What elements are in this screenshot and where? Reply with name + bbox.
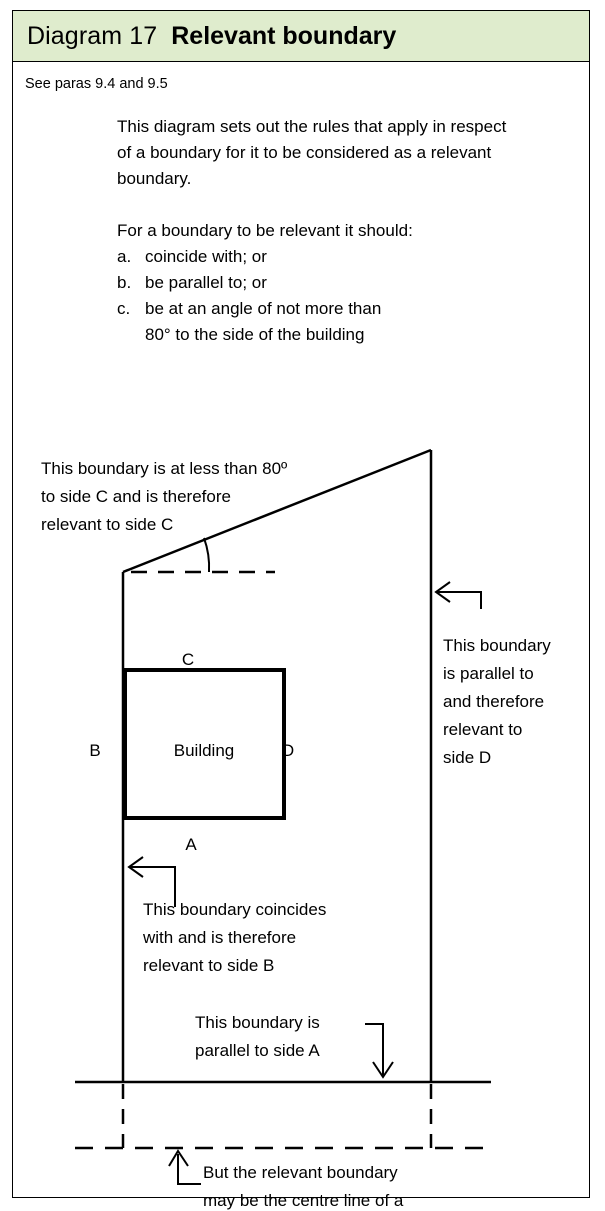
diagram-drawing <box>13 62 589 1210</box>
list-marker: b. <box>117 273 132 292</box>
diagram-body <box>12 62 590 1210</box>
annotation-side-c-line1: This boundary is at less than 80º <box>41 459 288 478</box>
annotation-centre-line-2: may be the centre line of a <box>203 1191 404 1210</box>
annotation-side-d-line3: and therefore <box>443 692 545 711</box>
annotation-side-c-line2: to side C and is therefore <box>41 487 231 506</box>
intro-paragraph-1: This diagram sets out the rules that apply in respect of a boundary for it to be considered as a relevant boundary. <box>117 117 507 188</box>
list-text: coincide with; or <box>145 247 267 266</box>
annotation-side-d-line2: is parallel to <box>443 664 534 683</box>
paragraph-reference: See paras 9.4 and 9.5 <box>25 76 168 92</box>
annotation-side-a-line1: This boundary is <box>195 1013 320 1032</box>
annotation-centre-line-1: But the relevant boundary <box>203 1163 398 1182</box>
list-text: be at an angle of not more than <box>145 299 382 318</box>
intro-paragraph-2: For a boundary to be relevant it should: <box>117 221 413 240</box>
bottom-annotation-leader <box>365 1024 383 1075</box>
side-d-label: D <box>281 741 295 760</box>
annotation-side-b-line2: with and is therefore <box>143 928 297 947</box>
annotation-side-b-line1: This boundary coincides <box>143 900 327 919</box>
list-text: be parallel to; or <box>145 273 267 292</box>
annotation-side-d-line5: side D <box>443 748 492 767</box>
annotation-side-a-line2: parallel to side A <box>195 1041 320 1060</box>
annotation-side-c-line3: relevant to side C <box>41 515 174 534</box>
list-marker: a. <box>117 247 132 266</box>
annotation-side-b-line3: relevant to side B <box>143 956 275 975</box>
list-marker: c. <box>117 299 131 318</box>
list-text-continued: 80° to the side of the building <box>145 325 365 344</box>
centre-line-annotation-leader <box>178 1154 201 1184</box>
angle-arc <box>204 538 209 572</box>
side-b-label: B <box>89 741 101 760</box>
diagram-figure <box>12 10 590 1210</box>
side-a-label: A <box>185 835 197 854</box>
annotation-side-d-line4: relevant to <box>443 720 523 739</box>
diagram-number: Diagram 17 <box>27 21 158 50</box>
side-c-label: C <box>181 650 195 669</box>
annotation-side-d-line1: This boundary <box>443 636 551 655</box>
building-label: Building <box>173 741 235 760</box>
diagram-title-bar <box>12 10 590 62</box>
right-annotation-leader <box>437 592 481 609</box>
diagram-title: Relevant boundary <box>171 21 397 50</box>
